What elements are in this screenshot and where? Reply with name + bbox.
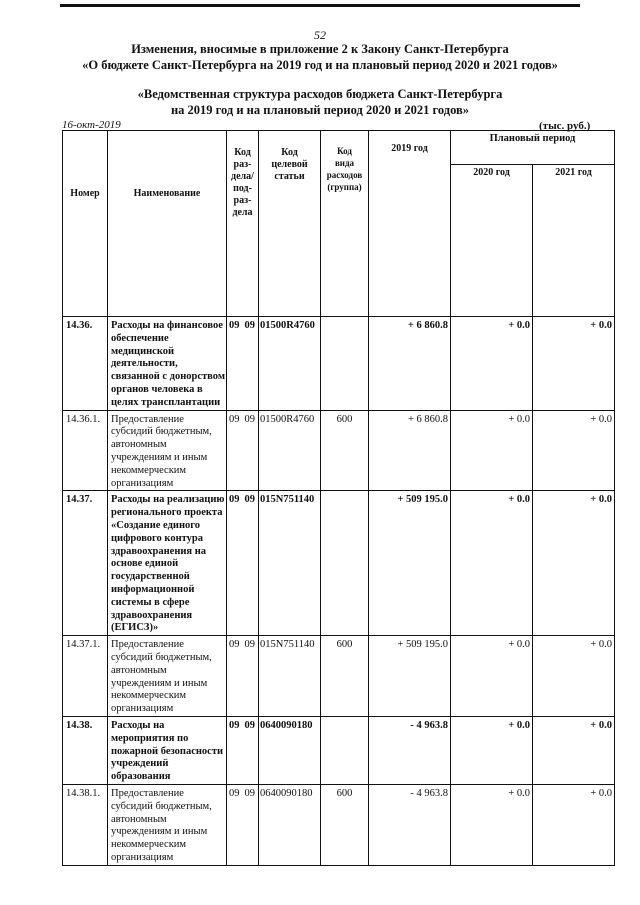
- row-prz: 09: [244, 413, 255, 425]
- row-prz: 09: [244, 494, 255, 506]
- row-prz: 09: [244, 320, 255, 331]
- row-amount-2020: + 0.0: [451, 716, 533, 784]
- row-name: Предоставление субсидий бюджетным, автономным учреждениям и иным некоммерческим организациям: [108, 410, 227, 491]
- row-razdel: [227, 784, 259, 865]
- table-row: [63, 410, 615, 491]
- row-rz: 09: [229, 639, 240, 651]
- row-vid-code: [321, 317, 369, 411]
- row-number: 14.36.: [63, 317, 108, 411]
- row-number: 14.38.1.: [63, 784, 108, 865]
- row-razdel: [227, 410, 259, 491]
- row-amount-2019: + 6 860.8: [369, 317, 451, 411]
- row-target-code: 0640090180: [259, 716, 321, 784]
- row-amount-2020: + 0.0: [451, 784, 533, 865]
- page-number: 52: [314, 28, 326, 42]
- row-amount-2019: + 6 860.8: [369, 410, 451, 491]
- table-row: [63, 716, 615, 784]
- title-line-4: на 2019 год и на плановый период 2020 и 2021 годов»: [170, 103, 470, 117]
- row-amount-2020: + 0.0: [451, 410, 533, 491]
- row-prz: 09: [244, 639, 255, 651]
- table-row: [63, 636, 615, 717]
- row-amount-2020: + 0.0: [451, 491, 533, 636]
- row-amount-2021: + 0.0: [533, 784, 615, 865]
- col-header-razdel: Код раз- дела/ под- раз- дела: [227, 131, 259, 317]
- row-name: Расходы на мероприятия по пожарной безопасности учреждений образования: [108, 716, 227, 784]
- document-date: 16-окт-2019: [62, 119, 121, 131]
- col-header-name: Наименование: [108, 131, 227, 317]
- row-target-code: 01500R4760: [259, 410, 321, 491]
- row-razdel: [227, 317, 259, 411]
- row-vid-code: [321, 491, 369, 636]
- col-header-2020: 2020 год: [451, 165, 533, 317]
- col-header-vid: Код вида расходов (группа): [321, 131, 369, 317]
- row-amount-2019: - 4 963.8: [369, 716, 451, 784]
- row-vid-code: 600: [321, 636, 369, 717]
- row-target-code: 015N751140: [259, 636, 321, 717]
- row-amount-2019: + 509 195.0: [369, 491, 451, 636]
- row-razdel: [227, 491, 259, 636]
- col-header-number: Номер: [63, 131, 108, 317]
- row-amount-2021: + 0.0: [533, 716, 615, 784]
- row-number: 14.36.1.: [63, 410, 108, 491]
- row-amount-2019: - 4 963.8: [369, 784, 451, 865]
- row-rz: 09: [229, 787, 240, 799]
- table-row: [63, 491, 615, 636]
- col-header-target: Код целевой статьи: [259, 131, 321, 317]
- units-label: (тыс. руб.): [539, 120, 591, 132]
- row-name: Предоставление субсидий бюджетным, автономным учреждениям и иным некоммерческим организациям: [108, 636, 227, 717]
- row-amount-2021: + 0.0: [533, 317, 615, 411]
- table-row: [63, 317, 615, 411]
- row-amount-2021: + 0.0: [533, 636, 615, 717]
- row-amount-2020: + 0.0: [451, 317, 533, 411]
- row-number: 14.38.: [63, 716, 108, 784]
- row-prz: 09: [244, 787, 255, 799]
- row-name: Предоставление субсидий бюджетным, автономным учреждениям и иным некоммерческим организациям: [108, 784, 227, 865]
- row-vid-code: 600: [321, 410, 369, 491]
- row-target-code: 015N751140: [259, 491, 321, 636]
- row-razdel: [227, 716, 259, 784]
- row-vid-code: [321, 716, 369, 784]
- row-amount-2020: + 0.0: [451, 636, 533, 717]
- row-razdel: [227, 636, 259, 717]
- row-prz: 09: [244, 719, 255, 731]
- budget-table: [62, 130, 615, 866]
- col-header-2019: 2019 год: [369, 131, 451, 317]
- col-header-planned: Плановый период: [451, 131, 615, 165]
- row-rz: 09: [229, 413, 240, 425]
- table-row: [63, 784, 615, 865]
- row-vid-code: 600: [321, 784, 369, 865]
- title-line-2: «О бюджете Санкт-Петербурга на 2019 год и на плановый период 2020 и 2021 годов»: [82, 58, 558, 72]
- row-name: Расходы на финансовое обеспечение медицинской деятельности, связанной с донорством органов человека в целях трансплантации: [108, 317, 227, 411]
- top-rule: [60, 4, 580, 7]
- title-line-1: Изменения, вносимые в приложение 2 к Закону Санкт-Петербурга: [131, 42, 509, 56]
- row-target-code: 01500R4760: [259, 317, 321, 411]
- document-title: [0, 41, 640, 73]
- row-number: 14.37.: [63, 491, 108, 636]
- row-rz: 09: [229, 494, 240, 506]
- row-amount-2021: + 0.0: [533, 410, 615, 491]
- row-name: Расходы на реализацию регионального проекта «Создание единого цифрового контура здравоохранения на основе единой государственной информационной системы в сфере здравоохранения (ЕГИСЗ)»: [108, 491, 227, 636]
- row-amount-2021: + 0.0: [533, 491, 615, 636]
- row-rz: 09: [229, 320, 240, 331]
- row-amount-2019: + 509 195.0: [369, 636, 451, 717]
- table-title: [0, 86, 640, 118]
- col-header-2021: 2021 год: [533, 165, 615, 317]
- row-target-code: 0640090180: [259, 784, 321, 865]
- title-line-3: «Ведомственная структура расходов бюджета Санкт-Петербурга: [137, 87, 503, 101]
- row-rz: 09: [229, 719, 240, 731]
- row-number: 14.37.1.: [63, 636, 108, 717]
